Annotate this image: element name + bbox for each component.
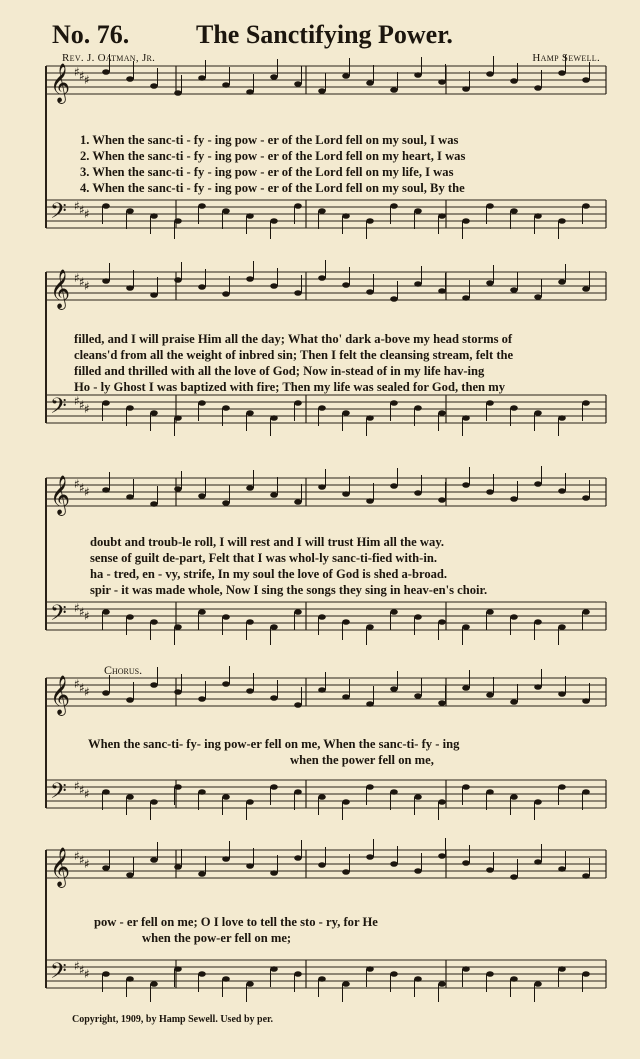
note-head <box>582 400 590 406</box>
note-head <box>102 690 110 696</box>
note-head <box>126 976 134 982</box>
sharp-sign: ♯ <box>84 402 90 416</box>
note-head <box>582 789 590 795</box>
note-head <box>318 208 326 214</box>
note-head <box>342 869 350 875</box>
note-head <box>414 490 422 496</box>
note-head <box>438 981 446 987</box>
lyric-line: 1. When the sanc-ti - fy - ing pow - er of the Lord fell on my soul, I was <box>80 133 459 147</box>
note-head <box>174 864 182 870</box>
note-head <box>414 794 422 800</box>
bass-clef: 𝄢 <box>50 959 67 989</box>
treble-clef: 𝄞 <box>50 847 71 887</box>
note-head <box>462 624 470 630</box>
note-head <box>534 799 542 805</box>
note-head <box>222 208 230 214</box>
note-head <box>198 789 206 795</box>
note-head <box>366 498 374 504</box>
sharp-sign: ♯ <box>84 787 90 801</box>
note-head <box>126 405 134 411</box>
note-head <box>342 799 350 805</box>
note-head <box>318 405 326 411</box>
note-head <box>222 291 230 297</box>
note-head <box>390 203 398 209</box>
note-head <box>462 86 470 92</box>
note-head <box>126 494 134 500</box>
note-head <box>270 695 278 701</box>
note-head <box>294 609 302 615</box>
note-head <box>462 295 470 301</box>
sharp-sign: ♯ <box>84 207 90 221</box>
note-head <box>342 491 350 497</box>
sharp-sign: ♯ <box>79 605 85 619</box>
note-head <box>102 400 110 406</box>
note-head <box>438 497 446 503</box>
note-head <box>198 284 206 290</box>
note-head <box>462 860 470 866</box>
note-head <box>198 493 206 499</box>
note-head <box>414 281 422 287</box>
sharp-sign: ♯ <box>74 779 80 793</box>
note-head <box>174 624 182 630</box>
note-head <box>414 976 422 982</box>
note-head <box>294 855 302 861</box>
note-head <box>222 681 230 687</box>
note-head <box>486 400 494 406</box>
note-head <box>150 981 158 987</box>
note-head <box>390 400 398 406</box>
note-head <box>174 486 182 492</box>
note-head <box>486 867 494 873</box>
note-head <box>150 682 158 688</box>
note-head <box>366 966 374 972</box>
sharp-sign: ♯ <box>79 69 85 83</box>
note-head <box>366 289 374 295</box>
note-head <box>126 614 134 620</box>
note-head <box>294 971 302 977</box>
note-head <box>246 89 254 95</box>
lyric-line: when the pow-er fell on me; <box>142 931 292 945</box>
note-head <box>510 699 518 705</box>
note-head <box>150 410 158 416</box>
note-head <box>270 624 278 630</box>
note-head <box>222 976 230 982</box>
note-head <box>294 81 302 87</box>
note-head <box>486 280 494 286</box>
sharp-sign: ♯ <box>84 967 90 981</box>
note-head <box>462 784 470 790</box>
note-head <box>558 624 566 630</box>
chorus-label: Chorus. <box>104 663 143 677</box>
lyric-line: filled, and I will praise Him all the day; What tho' dark a-bove my head storms of <box>74 332 513 346</box>
note-head <box>198 696 206 702</box>
note-head <box>174 689 182 695</box>
note-head <box>558 218 566 224</box>
note-head <box>582 286 590 292</box>
note-head <box>414 693 422 699</box>
note-head <box>318 614 326 620</box>
note-head <box>150 501 158 507</box>
note-head <box>246 981 254 987</box>
note-head <box>222 500 230 506</box>
note-head <box>126 794 134 800</box>
note-head <box>486 489 494 495</box>
note-head <box>246 276 254 282</box>
bass-clef: 𝄢 <box>50 394 67 424</box>
note-head <box>558 415 566 421</box>
sharp-sign: ♯ <box>84 279 90 293</box>
note-head <box>246 410 254 416</box>
note-head <box>222 405 230 411</box>
note-head <box>462 482 470 488</box>
note-head <box>510 976 518 982</box>
note-head <box>390 483 398 489</box>
note-head <box>102 69 110 75</box>
note-head <box>438 79 446 85</box>
note-head <box>534 859 542 865</box>
note-head <box>510 78 518 84</box>
note-head <box>150 213 158 219</box>
note-head <box>246 619 254 625</box>
note-head <box>270 966 278 972</box>
author-credit: Rev. J. Oatman, Jr. <box>62 52 156 64</box>
lyric-line: sense of guilt de-part, Felt that I was whol-ly sanc-ti-fied with-in. <box>90 551 438 565</box>
note-head <box>534 481 542 487</box>
note-head <box>198 609 206 615</box>
note-head <box>414 868 422 874</box>
note-head <box>390 686 398 692</box>
note-head <box>318 976 326 982</box>
note-head <box>366 415 374 421</box>
lyric-line: Ho - ly Ghost I was baptized with fire; Then my life was sealed for God, then my <box>74 380 505 394</box>
lyric-line: 4. When the sanc-ti - fy - ing pow - er of the Lord fell on my soul, By the <box>80 181 465 195</box>
note-head <box>198 400 206 406</box>
note-head <box>510 874 518 880</box>
note-head <box>558 279 566 285</box>
note-head <box>534 684 542 690</box>
lyric-line: cleans'd from all the weight of inbred sin; Then I felt the cleansing stream, felt the <box>74 348 514 362</box>
note-head <box>198 75 206 81</box>
note-head <box>486 203 494 209</box>
note-head <box>414 405 422 411</box>
sharp-sign: ♯ <box>74 959 80 973</box>
note-head <box>510 405 518 411</box>
note-head <box>318 484 326 490</box>
note-head <box>174 90 182 96</box>
note-head <box>102 278 110 284</box>
note-head <box>318 275 326 281</box>
lyric-line: 3. When the sanc-ti - fy - ing pow - er of the Lord fell on my life, I was <box>80 165 454 179</box>
hymn-number: No. 76. <box>52 20 130 49</box>
note-head <box>198 203 206 209</box>
note-head <box>222 794 230 800</box>
note-head <box>534 410 542 416</box>
note-head <box>126 285 134 291</box>
note-head <box>390 296 398 302</box>
note-head <box>294 400 302 406</box>
note-head <box>438 213 446 219</box>
note-head <box>270 218 278 224</box>
note-head <box>558 691 566 697</box>
note-head <box>342 282 350 288</box>
note-head <box>102 971 110 977</box>
note-head <box>126 76 134 82</box>
note-head <box>582 609 590 615</box>
note-head <box>582 495 590 501</box>
note-head <box>390 609 398 615</box>
lyric-line: when the power fell on me, <box>290 753 434 767</box>
note-head <box>510 208 518 214</box>
note-head <box>294 499 302 505</box>
sharp-sign: ♯ <box>79 203 85 217</box>
note-head <box>390 971 398 977</box>
note-head <box>198 871 206 877</box>
note-head <box>582 698 590 704</box>
note-head <box>126 697 134 703</box>
lyric-line: filled and thrilled with all the love of God; Now in-stead of in my life hav-ing <box>74 364 485 378</box>
note-head <box>174 218 182 224</box>
note-head <box>102 203 110 209</box>
note-head <box>558 966 566 972</box>
note-head <box>270 415 278 421</box>
note-head <box>222 614 230 620</box>
note-head <box>342 619 350 625</box>
note-head <box>174 784 182 790</box>
note-head <box>366 218 374 224</box>
sharp-sign: ♯ <box>79 783 85 797</box>
sharp-sign: ♯ <box>74 477 80 491</box>
note-head <box>390 861 398 867</box>
note-head <box>150 857 158 863</box>
note-head <box>102 487 110 493</box>
note-head <box>582 203 590 209</box>
note-head <box>294 290 302 296</box>
note-head <box>438 700 446 706</box>
note-head <box>102 865 110 871</box>
note-head <box>126 208 134 214</box>
note-head <box>318 88 326 94</box>
note-head <box>270 283 278 289</box>
note-head <box>390 789 398 795</box>
note-head <box>150 83 158 89</box>
note-head <box>366 784 374 790</box>
sharp-sign: ♯ <box>74 849 80 863</box>
sharp-sign: ♯ <box>79 275 85 289</box>
note-head <box>318 862 326 868</box>
sharp-sign: ♯ <box>74 199 80 213</box>
note-head <box>366 80 374 86</box>
sharp-sign: ♯ <box>84 609 90 623</box>
note-head <box>102 789 110 795</box>
note-head <box>342 694 350 700</box>
note-head <box>534 85 542 91</box>
note-head <box>486 789 494 795</box>
note-head <box>510 496 518 502</box>
sharp-sign: ♯ <box>79 963 85 977</box>
note-head <box>222 82 230 88</box>
note-head <box>486 609 494 615</box>
copyright-notice: Copyright, 1909, by Hamp Sewell. Used by per. <box>72 1014 274 1025</box>
note-head <box>270 784 278 790</box>
note-head <box>486 692 494 698</box>
note-head <box>174 966 182 972</box>
note-head <box>150 292 158 298</box>
sharp-sign: ♯ <box>79 481 85 495</box>
note-head <box>582 971 590 977</box>
note-head <box>534 294 542 300</box>
note-head <box>198 971 206 977</box>
note-head <box>246 863 254 869</box>
note-head <box>462 685 470 691</box>
note-head <box>270 870 278 876</box>
lyric-line: spir - it was made whole, Now I sing the songs they sing in heav-en's choir. <box>90 583 488 597</box>
sharp-sign: ♯ <box>74 394 80 408</box>
note-head <box>414 614 422 620</box>
note-head <box>390 87 398 93</box>
lyric-line: pow - er fell on me; O I love to tell the sto - ry, for He <box>94 915 378 929</box>
note-head <box>342 73 350 79</box>
bass-clef: 𝄢 <box>50 601 67 631</box>
note-head <box>414 208 422 214</box>
treble-clef: 𝄞 <box>50 63 71 103</box>
note-head <box>414 72 422 78</box>
note-head <box>438 619 446 625</box>
note-head <box>438 853 446 859</box>
note-head <box>270 74 278 80</box>
hymn-title: The Sanctifying Power. <box>196 20 453 49</box>
note-head <box>558 488 566 494</box>
note-head <box>366 624 374 630</box>
note-head <box>222 856 230 862</box>
note-head <box>462 218 470 224</box>
note-head <box>534 619 542 625</box>
note-head <box>126 872 134 878</box>
note-head <box>318 794 326 800</box>
note-head <box>438 288 446 294</box>
note-head <box>510 287 518 293</box>
note-head <box>510 794 518 800</box>
note-head <box>486 971 494 977</box>
lyric-line: doubt and troub-le roll, I will rest and I will trust Him all the way. <box>90 535 445 549</box>
treble-clef: 𝄞 <box>50 269 71 309</box>
treble-clef: 𝄞 <box>50 475 71 515</box>
note-head <box>246 485 254 491</box>
note-head <box>294 789 302 795</box>
note-head <box>462 966 470 972</box>
note-head <box>558 866 566 872</box>
note-head <box>366 701 374 707</box>
sharp-sign: ♯ <box>74 65 80 79</box>
note-head <box>558 70 566 76</box>
note-head <box>174 415 182 421</box>
sharp-sign: ♯ <box>84 857 90 871</box>
note-head <box>486 71 494 77</box>
treble-clef: 𝄞 <box>50 675 71 715</box>
note-head <box>558 784 566 790</box>
note-head <box>102 609 110 615</box>
note-head <box>366 854 374 860</box>
lyric-line: 2. When the sanc-ti - fy - ing pow - er of the Lord fell on my heart, I was <box>80 149 466 163</box>
note-head <box>270 492 278 498</box>
note-head <box>534 213 542 219</box>
note-head <box>462 415 470 421</box>
sharp-sign: ♯ <box>84 485 90 499</box>
lyric-line: ha - tred, en - vy, strife, In my soul the love of God is shed a-broad. <box>90 567 448 581</box>
note-head <box>342 213 350 219</box>
note-head <box>342 410 350 416</box>
bass-clef: 𝄢 <box>50 199 67 229</box>
sharp-sign: ♯ <box>74 271 80 285</box>
sharp-sign: ♯ <box>84 73 90 87</box>
note-head <box>582 77 590 83</box>
note-head <box>534 981 542 987</box>
note-head <box>246 799 254 805</box>
note-head <box>342 981 350 987</box>
note-head <box>150 799 158 805</box>
note-head <box>246 213 254 219</box>
bass-clef: 𝄢 <box>50 779 67 809</box>
sharp-sign: ♯ <box>74 677 80 691</box>
sharp-sign: ♯ <box>84 685 90 699</box>
note-head <box>438 799 446 805</box>
sharp-sign: ♯ <box>74 601 80 615</box>
sharp-sign: ♯ <box>79 853 85 867</box>
sharp-sign: ♯ <box>79 681 85 695</box>
note-head <box>294 702 302 708</box>
lyric-line: When the sanc-ti- fy- ing pow-er fell on me, When the sanc-ti- fy - ing <box>88 737 460 751</box>
note-head <box>150 619 158 625</box>
composer-credit: Hamp Sewell. <box>532 52 600 64</box>
note-head <box>582 873 590 879</box>
note-head <box>294 203 302 209</box>
note-head <box>318 687 326 693</box>
sharp-sign: ♯ <box>79 398 85 412</box>
note-head <box>438 410 446 416</box>
note-head <box>174 277 182 283</box>
note-head <box>510 614 518 620</box>
note-head <box>246 688 254 694</box>
